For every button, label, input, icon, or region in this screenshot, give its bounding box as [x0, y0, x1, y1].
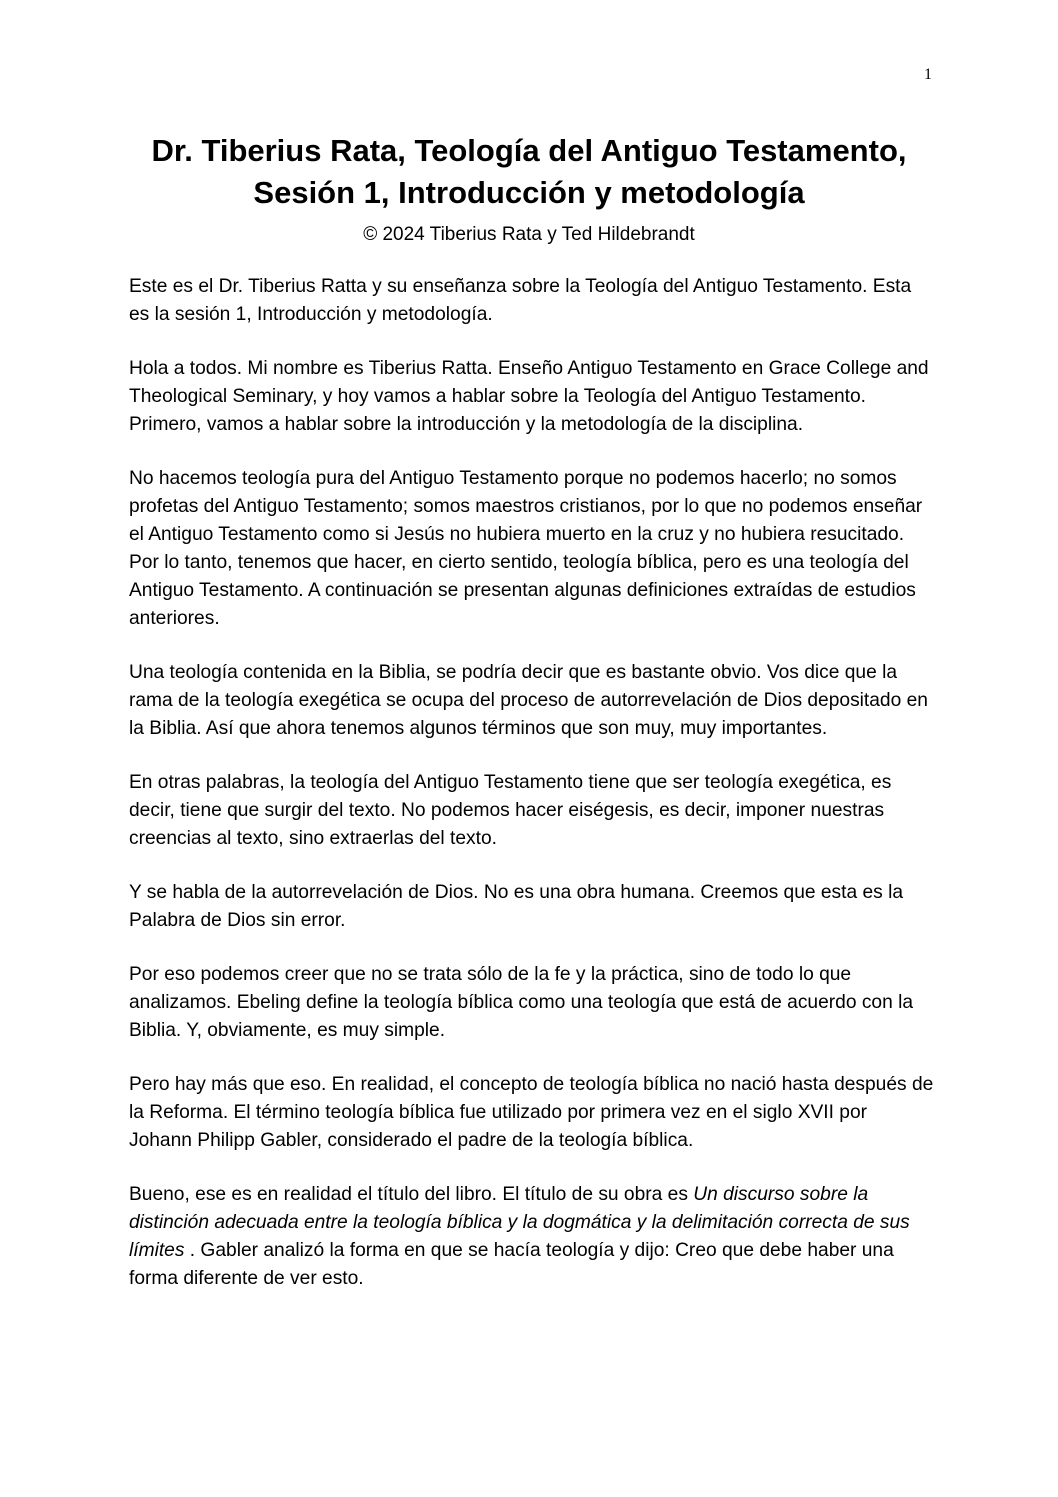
page-number: 1	[924, 66, 932, 83]
paragraph-text-before: Bueno, ese es en realidad el título del libro. El título de su obra es	[129, 1184, 694, 1205]
title-line-1: Dr. Tiberius Rata, Teología del Antiguo Testamento,	[151, 133, 907, 168]
paragraph: Y se habla de la autorrevelación de Dios. No es una obra humana. Creemos que esta es la Palabra de Dios sin error.	[129, 882, 904, 931]
paragraph: Por eso podemos creer que no se trata sólo de la fe y la práctica, sino de todo lo que analizamos. Ebeling define la teología bíblica como una teología que está de acuerdo con la Biblia. Y, obviamente, es muy simple.	[129, 964, 914, 1041]
paragraph-text-after: . Gabler analizó la forma en que se hacía teología y dijo: Creo que debe haber una forma diferente de ver esto.	[129, 1240, 894, 1289]
title-line-2: Sesión 1, Introducción y metodología	[253, 175, 805, 210]
paragraph: En otras palabras, la teología del Antiguo Testamento tiene que ser teología exegética, es decir, tiene que surgir del texto. No podemos hacer eiségesis, es decir, imponer nuestras creencias al texto, sino extraerlas del texto.	[129, 772, 892, 849]
paragraph: Hola a todos. Mi nombre es Tiberius Ratta. Enseño Antiguo Testamento en Grace College and Theological Seminary, y hoy vamos a hablar sobre la Teología del Antiguo Testamento. Primero, vamos a hablar sobre la introducción y la metodología de la disciplina.	[129, 358, 929, 435]
paragraph: Pero hay más que eso. En realidad, el concepto de teología bíblica no nació hasta después de la Reforma. El término teología bíblica fue utilizado por primera vez en el siglo XVII por Johann Philipp Gabler, considerado el padre de la teología bíblica.	[129, 1074, 934, 1151]
paragraph: Una teología contenida en la Biblia, se podría decir que es bastante obvio. Vos dice que la rama de la teología exegética se ocupa del proceso de autorrevelación de Dios depositado en la Biblia. Así que ahora tenemos algunos términos que son muy, muy importantes.	[129, 662, 928, 739]
page-title	[60, 130, 998, 214]
paragraph: No hacemos teología pura del Antiguo Testamento porque no podemos hacerlo; no somos profetas del Antiguo Testamento; somos maestros cristianos, por lo que no podemos enseñar el Antiguo Testamento como si Jesús no hubiera muerto en la cruz y no hubiera resucitado. Por lo tanto, tenemos que hacer, en cierto sentido, teología bíblica, pero es una teología del Antiguo Testamento. A continuación se presentan algunas definiciones extraídas de estudios anteriores.	[129, 468, 923, 629]
paragraph: Este es el Dr. Tiberius Ratta y su enseñanza sobre la Teología del Antiguo Testamento. Esta es la sesión 1, Introducción y metodología.	[129, 276, 912, 325]
paragraph-with-book-title	[129, 1181, 934, 1293]
copyright-line: © 2024 Tiberius Rata y Ted Hildebrandt	[363, 224, 695, 245]
book-title: Un discurso sobre la distinción adecuada entre la teología bíblica y la dogmática y la delimitación correcta de sus límites	[129, 1184, 910, 1261]
document-body	[129, 273, 934, 1319]
